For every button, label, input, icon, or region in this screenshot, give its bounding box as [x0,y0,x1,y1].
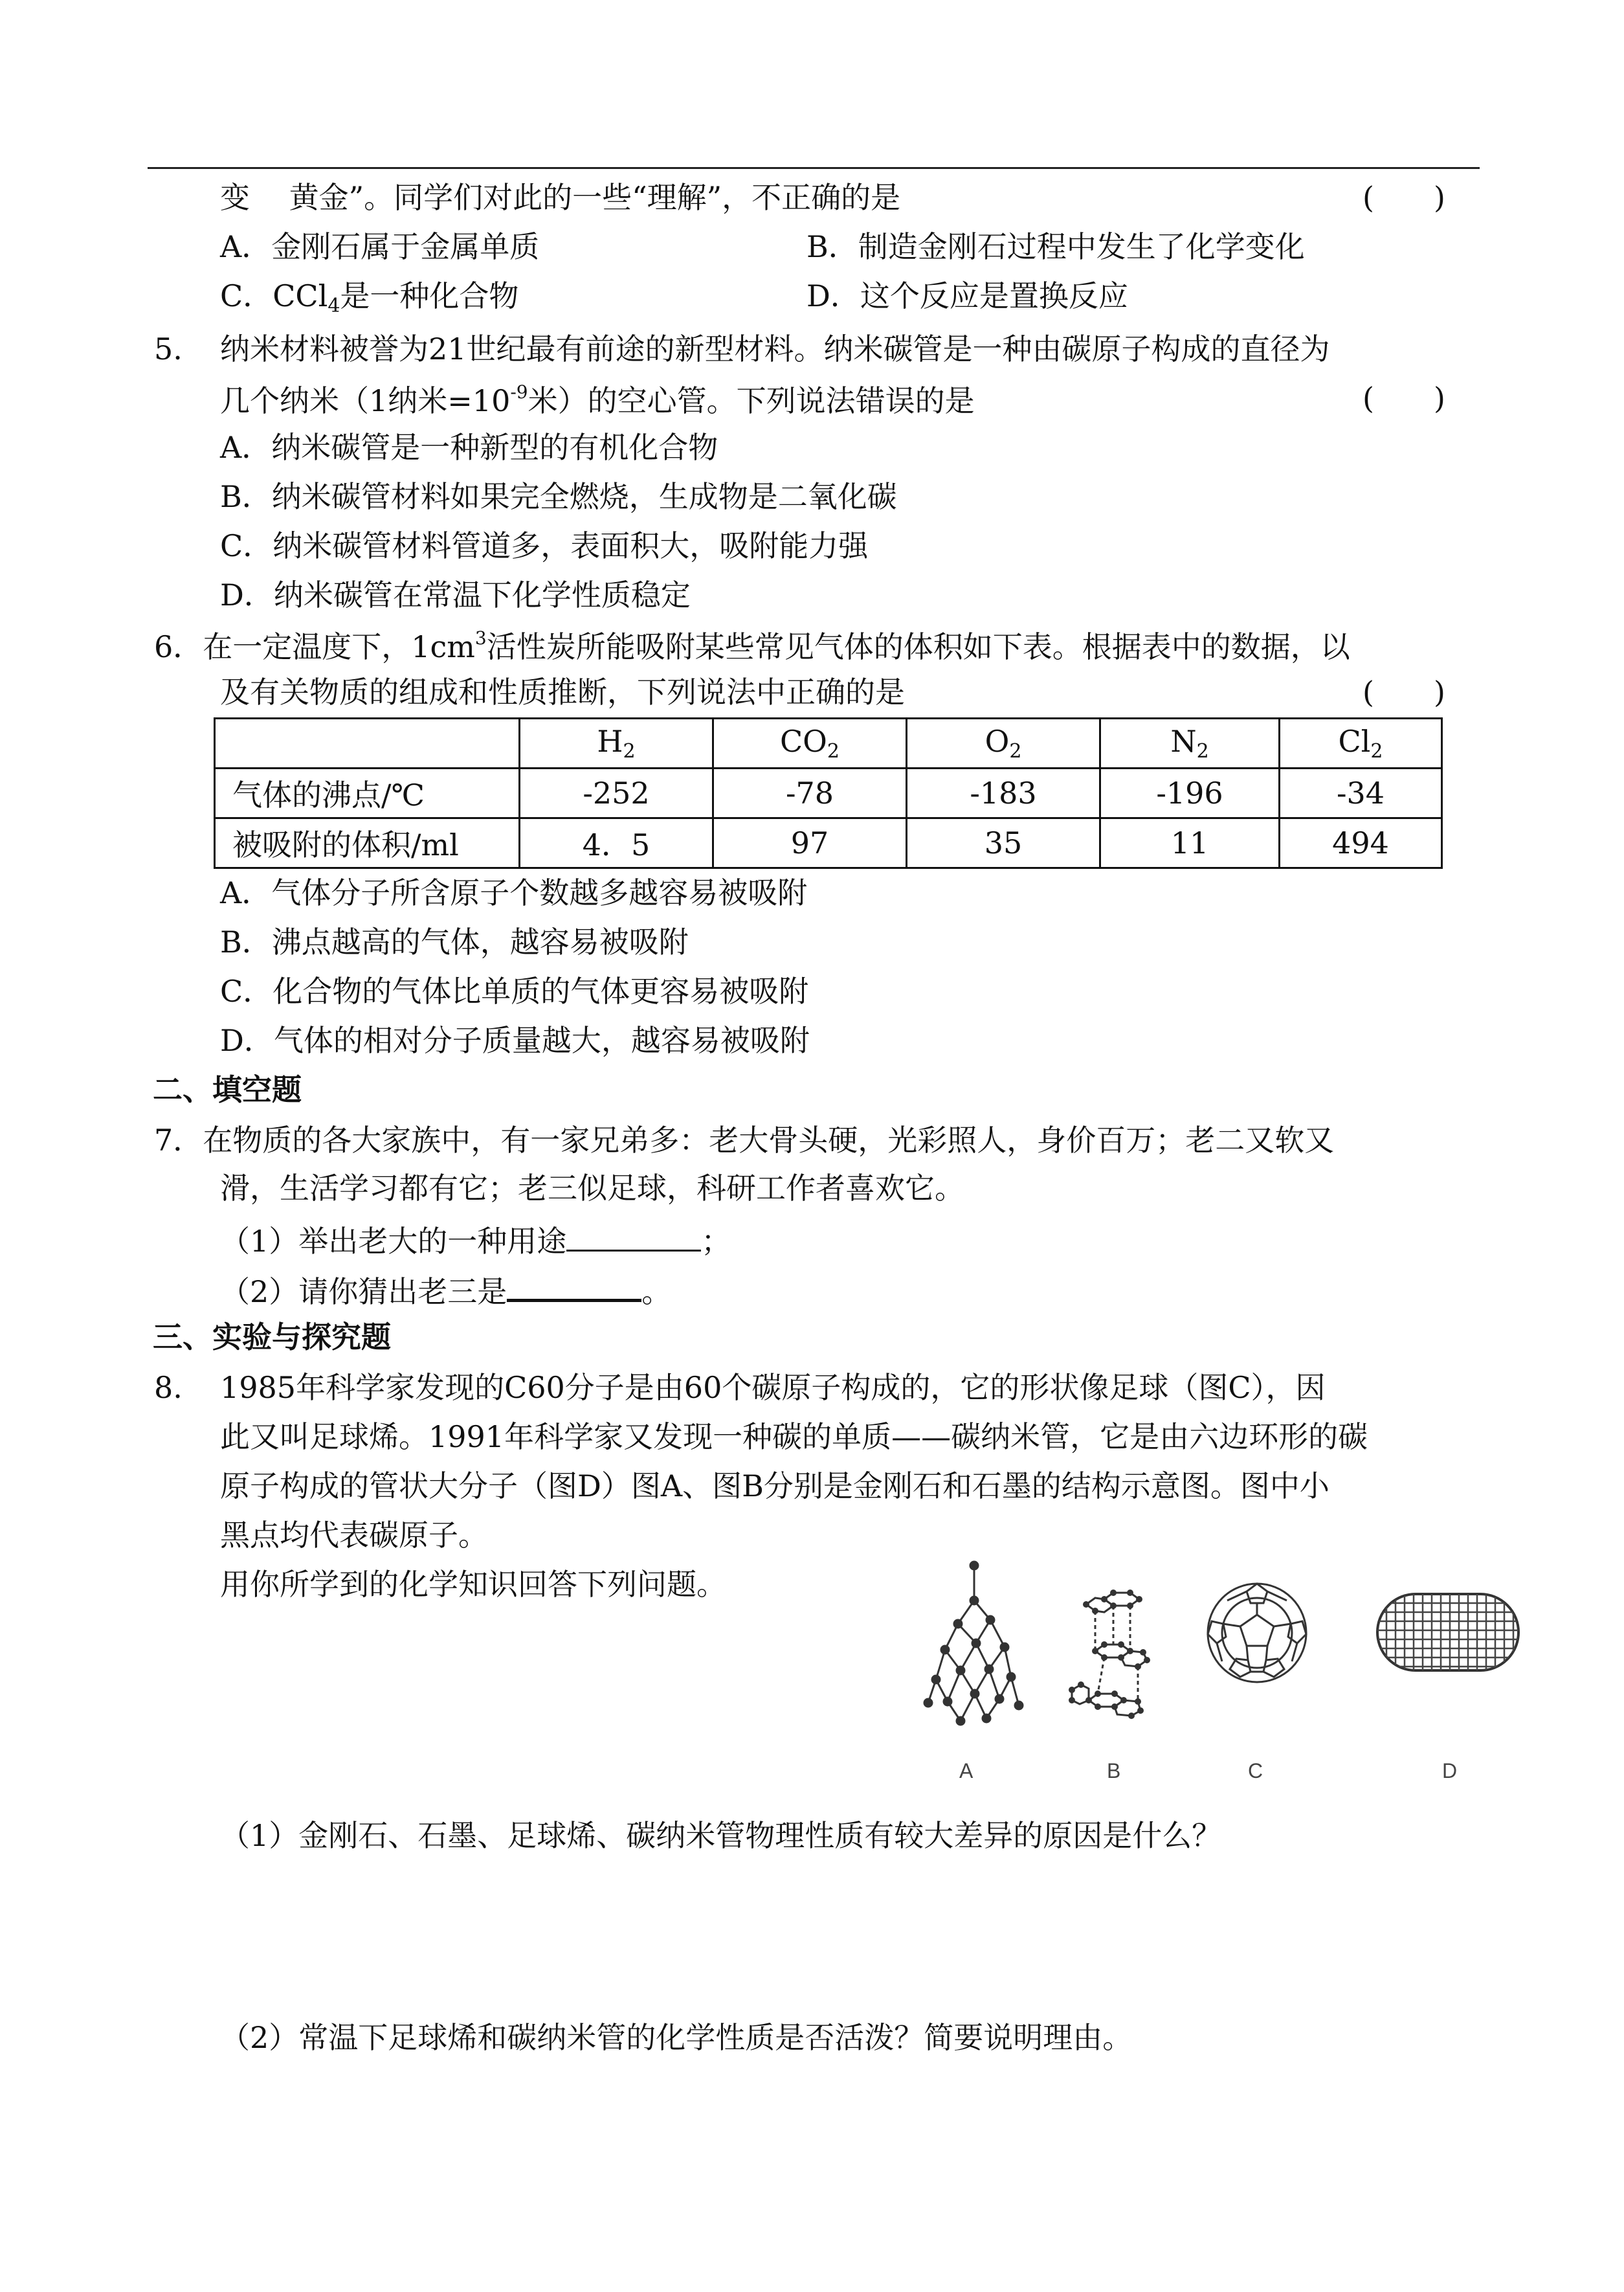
q7-sub1-answer-blank[interactable] [566,1224,701,1252]
carbon-structures-figure [919,1553,1541,1786]
table-row-boiling-point [215,769,1442,818]
table-row-label: 被吸附的体积/ml [215,818,520,868]
table-header-n2: $N_2$ [1100,719,1280,769]
diamond-structure-diagram [924,1562,1023,1725]
table-header-row [215,719,1442,769]
q8-stem-line5: 用你所学到的化学知识回答下列问题。 [220,1567,726,1602]
table-cell: -34 [1280,769,1442,818]
q4-option-a: A．金刚石属于金属单质 [220,229,540,264]
q7-sub2: （2）请你猜出老三是 。 [220,1274,672,1309]
top-rule [148,167,1480,169]
q6-option-d: D．气体的相对分子质量越大，越容易被吸附 [220,1023,810,1058]
table-cell: -78 [713,769,907,818]
q5-stem-line2: 几个纳米（1纳米$=10^{-9}$米）的空心管。下列说法错误的是 [220,381,975,418]
table-header-o2: $O_2$ [907,719,1100,769]
q5-option-a: A．纳米碳管是一种新型的有机化合物 [220,430,718,465]
q5-number: 5. [154,331,183,366]
q5-option-c: C．纳米碳管材料管道多，表面积大，吸附能力强 [220,528,869,563]
section-fill-in-heading: 二、填空题 [153,1072,302,1107]
table-cell: 11 [1100,818,1280,868]
q4-answer-bracket: ( ) [1363,180,1445,215]
q6-option-b: B．沸点越高的气体，越容易被吸附 [220,925,689,960]
q4-option-b: B．制造金刚石过程中发生了化学变化 [806,229,1305,264]
q7-stem-line1: 7．在物质的各大家族中，有一家兄弟多：老大骨头硬，光彩照人，身价百万；老二又软又 [154,1123,1335,1158]
q6-option-a: A．气体分子所含原子个数越多越容易被吸附 [220,875,808,910]
table-cell: -252 [520,769,713,818]
q5-answer-bracket: ( ) [1363,381,1445,416]
q7-sub1: （1）举出老大的一种用途 ； [220,1224,731,1259]
q6-stem-line2: 及有关物质的组成和性质推断，下列说法中正确的是 [220,675,905,710]
table-row-label: 气体的沸点/℃ [215,769,520,818]
table-cell: 35 [907,818,1100,868]
table-header-co2: $CO_2$ [713,719,907,769]
q7-sub2-answer-blank[interactable] [507,1273,641,1302]
q8-number: 8. [154,1370,183,1405]
table-cell: -183 [907,769,1100,818]
q5-option-b: B．纳米碳管材料如果完全燃烧，生成物是二氧化碳 [220,479,897,514]
q6-answer-bracket: ( ) [1363,675,1445,710]
q4-option-d: D．这个反应是置换反应 [806,278,1128,313]
q6-option-c: C．化合物的气体比单质的气体更容易被吸附 [220,974,809,1009]
table-cell: 494 [1280,818,1442,868]
q8-stem-line1: 1985年科学家发现的C60分子是由60个碳原子构成的，它的形状像足球（图C），因 [220,1370,1326,1405]
figure-label-d: D [1442,1759,1458,1782]
table-header-h2: $H_2$ [520,719,713,769]
figure-label-a: A [959,1759,973,1782]
q4-option-c: C．CCl$_4$是一种化合物 [220,278,519,317]
q8-stem-line2: 此又叫足球烯。1991年科学家又发现一种碳的单质——碳纳米管，它是由六边环形的碳 [220,1419,1368,1454]
figure-label-c: C [1248,1759,1263,1782]
graphite-structure-diagram [1069,1590,1150,1719]
q5-option-d: D．纳米碳管在常温下化学性质稳定 [220,578,691,612]
table-corner-cell [215,719,520,769]
q4-stem-tail: 变 黄金”。同学们对此的一些“理解”，不正确的是 [220,180,901,215]
table-cell: -196 [1100,769,1280,818]
gas-adsorption-table [214,717,1443,869]
carbon-nanotube-diagram [1377,1594,1518,1670]
q8-stem-line3: 原子构成的管状大分子（图D）图A、图B分别是金刚石和石墨的结构示意图。图中小 [220,1468,1329,1503]
table-cell: 97 [713,818,907,868]
q5-stem-line1: 纳米材料被誉为21世纪最有前途的新型材料。纳米碳管是一种由碳原子构成的直径为 [220,331,1330,366]
q7-stem-line2: 滑，生活学习都有它；老三似足球，科研工作者喜欢它。 [220,1171,964,1206]
q8-sub1: （1）金刚石、石墨、足球烯、碳纳米管物理性质有较大差异的原因是什么？ [220,1818,1222,1853]
q6-stem-line1: 6．在一定温度下，$1cm^3$活性炭所能吸附某些常见气体的体积如下表。根据表中的数据，以 [154,627,1350,664]
c60-buckyball-diagram [1208,1584,1306,1682]
q8-stem-line4: 黑点均代表碳原子。 [220,1518,488,1553]
section-experiment-heading: 三、实验与探究题 [153,1320,391,1354]
q8-sub2: （2）常温下足球烯和碳纳米管的化学性质是否活泼？简要说明理由。 [220,2020,1133,2055]
figure-label-b: B [1107,1759,1121,1782]
table-cell: 4．5 [520,818,713,868]
table-row-adsorbed-volume [215,818,1442,868]
table-header-cl2: $Cl_2$ [1280,719,1442,769]
